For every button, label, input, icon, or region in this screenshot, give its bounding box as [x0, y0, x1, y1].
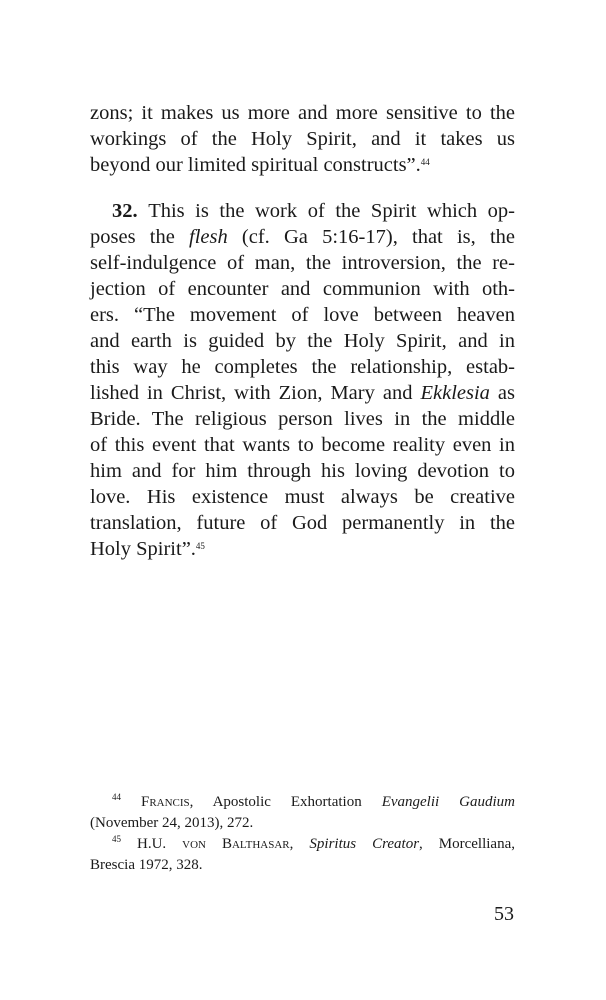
- text-run: self-indulgence of man, the introversion, the re-: [90, 252, 515, 274]
- text-run: H.U.: [121, 836, 183, 852]
- text-line: [90, 380, 515, 406]
- text-line: [90, 458, 515, 484]
- text-run: ers. “The movement of love between heaven: [90, 304, 515, 326]
- text-line: [90, 855, 515, 876]
- text-line: [90, 126, 515, 152]
- text-run: this way he completes the relationship, estab-: [90, 356, 515, 378]
- text-line: [90, 302, 515, 328]
- text-line: [90, 406, 515, 432]
- paragraph-continued: [90, 100, 515, 178]
- text-run: flesh: [189, 226, 228, 248]
- text-run: Bride. The religious person lives in the middle: [90, 408, 515, 430]
- text-run: This is the work of the Spirit which op-: [148, 200, 516, 222]
- text-run: zons; it makes us more and more sensitive to the: [90, 102, 515, 124]
- text-run: and earth is guided by the Holy Spirit, and in: [90, 330, 515, 352]
- text-line: [90, 250, 515, 276]
- text-run: Francis: [140, 794, 190, 810]
- text-run: Evangelii Gaudium: [381, 794, 515, 810]
- text-run: poses the: [90, 226, 189, 248]
- text-line: [90, 484, 515, 510]
- text-run: workings of the Holy Spirit, and it takes us: [90, 128, 515, 150]
- text-line: [90, 536, 515, 562]
- text-line: [90, 510, 515, 536]
- text-line: [90, 152, 515, 178]
- text-line: [90, 276, 515, 302]
- text-run: (November 24, 2013), 272.: [90, 815, 254, 831]
- footnote-marker: 45: [112, 834, 121, 844]
- text-run: 32.: [112, 200, 149, 222]
- text-run: Brescia 1972, 328.: [90, 857, 203, 873]
- text-run: as: [489, 382, 516, 404]
- text-run: von Balthasar: [182, 836, 290, 852]
- text-run: of this event that wants to become reality even in: [90, 434, 515, 456]
- text-line: [90, 224, 515, 250]
- text-line: [90, 354, 515, 380]
- text-run: Holy Spirit”.: [90, 538, 196, 560]
- text-run: , Morcelliana,: [419, 836, 515, 852]
- text-run: Ekklesia: [420, 382, 490, 404]
- text-run: jection of encounter and communion with oth-: [90, 278, 515, 300]
- page-number: 53: [494, 903, 514, 925]
- text-run: ,: [289, 836, 310, 852]
- text-run: Spiritus Creator: [309, 836, 420, 852]
- paragraph-32: [90, 198, 515, 562]
- footnote-marker: 44: [420, 157, 430, 167]
- footnote-marker: 44: [112, 792, 121, 802]
- text-line: [90, 834, 515, 855]
- text-run: [121, 794, 141, 810]
- text-line: [90, 198, 515, 224]
- text-line: [90, 328, 515, 354]
- text-run: (cf. Ga 5:16-17), that is, the: [227, 226, 515, 248]
- text-line: [90, 100, 515, 126]
- text-line: [90, 432, 515, 458]
- footnote-marker: 45: [195, 541, 205, 551]
- text-line: [90, 813, 515, 834]
- text-run: , Apostolic Exhortation: [189, 794, 382, 810]
- text-run: translation, future of God permanently in the: [90, 512, 515, 534]
- text-run: beyond our limited spiritual constructs”.: [90, 154, 421, 176]
- text-run: lished in Christ, with Zion, Mary and: [90, 382, 421, 404]
- text-run: him and for him through his loving devotion to: [90, 460, 515, 482]
- text-run: love. His existence must always be creative: [90, 486, 515, 508]
- footnotes: [90, 792, 515, 876]
- text-line: [90, 792, 515, 813]
